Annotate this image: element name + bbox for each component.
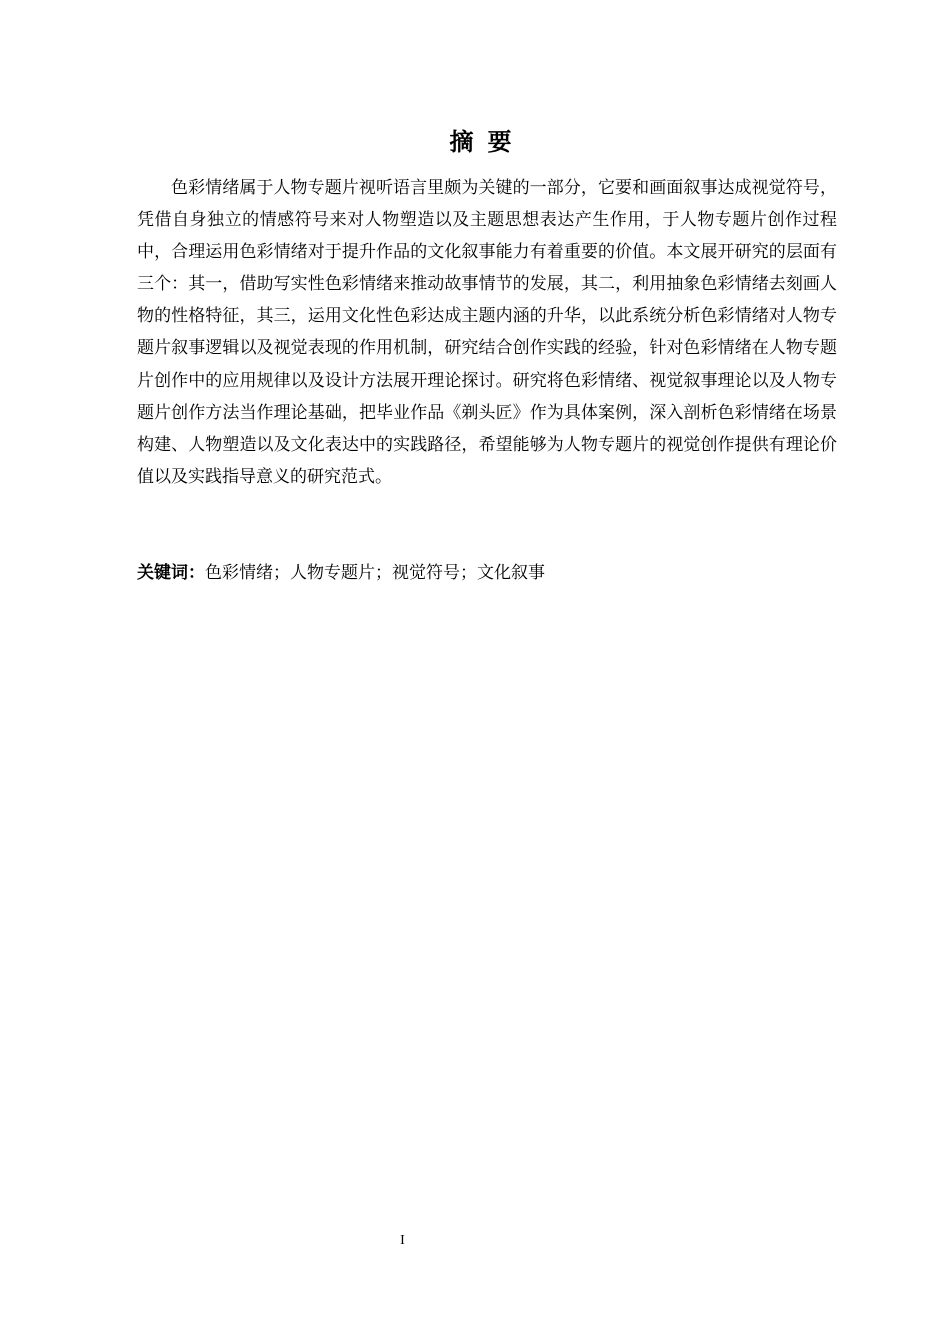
keywords-text: 色彩情绪；人物专题片；视觉符号；文化叙事 bbox=[205, 563, 545, 583]
abstract-body: 色彩情绪属于人物专题片视听语言里颇为关键的一部分，它要和画面叙事达成视觉符号，凭借自身独立的情感符号来对人物塑造以及主题思想表达产生作用，于人物专题片创作过程中，合理运用色彩情绪对于提升作品的文化叙事能力有着重要的价值。本文展开研究的层面有三个：其一，借助写实性色彩情绪来推动故事情节的发展，其二，利用抽象色彩情绪去刻画人物的性格特征，其三，运用文化性色彩达成主题内涵的升华，以此系统分析色彩情绪对人物专题片叙事逻辑以及视觉表现的作用机制，研究结合创作实践的经验，针对色彩情绪在人物专题片创作中的应用规律以及设计方法展开理论探讨。研究将色彩情绪、视觉叙事理论以及人物专题片创作方法当作理论基础，把毕业作品《剃头匠》作为具体案例，深入剖析色彩情绪在场景构建、人物塑造以及文化表达中的实践路径，希望能够为人物专题片的视觉创作提供有理论价值以及实践指导意义的研究范式。 bbox=[137, 178, 837, 487]
keywords-label: 关键词： bbox=[137, 563, 205, 583]
page-title: 摘要 bbox=[449, 128, 526, 156]
keywords-line bbox=[137, 557, 837, 589]
page-number: I bbox=[400, 1233, 405, 1248]
